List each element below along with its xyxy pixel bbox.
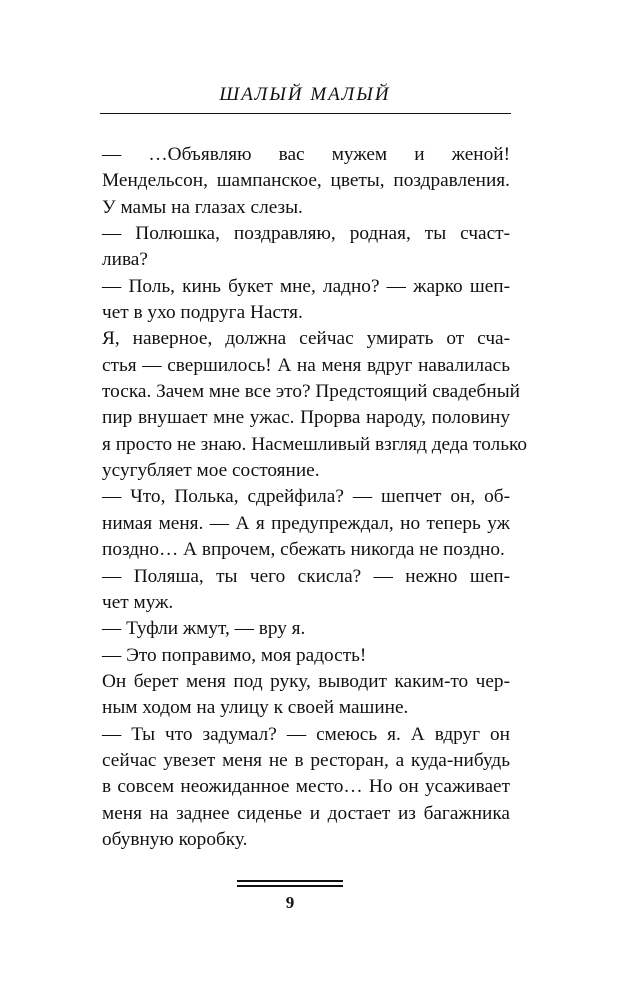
text-line: — Поляша, ты чего скисла? — нежно шеп- bbox=[102, 565, 510, 587]
text-line: — …Объявляю вас мужем и женой! bbox=[102, 144, 510, 165]
text-line: тоска. Зачем мне все это? Предстоящий свадебный bbox=[102, 381, 520, 403]
text-line: ным ходом на улицу к своей машине. bbox=[102, 697, 409, 719]
text-line: в совсем неожиданное место… Но он усаживает bbox=[102, 776, 510, 798]
text-line: — Туфли жмут, — вру я. bbox=[102, 618, 306, 640]
text-line: лива? bbox=[102, 249, 148, 271]
page-number: 9 bbox=[285, 893, 295, 912]
header-rule bbox=[100, 113, 511, 114]
text-line: меня на заднее сиденье и достает из багажника bbox=[102, 802, 510, 824]
text-line: Он берет меня под руку, выводит каким-то чер- bbox=[102, 670, 510, 692]
text-line: У мамы на глазах слезы. bbox=[102, 196, 303, 218]
body-text bbox=[102, 142, 528, 853]
text-line: усугубляет мое состояние. bbox=[102, 460, 320, 482]
text-line: пир внушает мне ужас. Прорва народу, половину bbox=[102, 407, 510, 429]
text-line: — Поль, кинь букет мне, ладно? — жарко шеп- bbox=[102, 275, 510, 297]
text-line: Я, наверное, должна сейчас умирать от сча- bbox=[102, 328, 510, 350]
running-head: ШАЛЫЙ МАЛЫЙ bbox=[219, 84, 391, 105]
footer-rule bbox=[237, 880, 343, 882]
text-line: обувную коробку. bbox=[102, 828, 248, 850]
text-line: нимая меня. — А я предупреждал, но теперь уж bbox=[102, 512, 510, 534]
text-line: — Это поправимо, моя радость! bbox=[102, 644, 367, 666]
text-line: поздно… А впрочем, сбежать никогда не поздно. bbox=[102, 539, 505, 561]
footer-rule bbox=[237, 885, 343, 887]
text-line: я просто не знаю. Насмешливый взгляд деда только bbox=[102, 433, 528, 455]
text-line: — Полюшка, поздравляю, родная, ты счаст- bbox=[102, 223, 510, 245]
text-line: сейчас увезет меня не в ресторан, а куда-нибудь bbox=[102, 749, 510, 771]
text-line: чет в ухо подруга Настя. bbox=[102, 302, 303, 324]
text-line: чет муж. bbox=[102, 591, 174, 613]
text-line: — Что, Полька, сдрейфила? — шепчет он, об- bbox=[102, 486, 510, 508]
text-line: — Ты что задумал? — смеюсь я. А вдруг он bbox=[102, 723, 510, 745]
text-line: Мендельсон, шампанское, цветы, поздравления. bbox=[102, 170, 510, 192]
footer-rules bbox=[237, 880, 343, 887]
text-line: стья — свершилось! А на меня вдруг навалилась bbox=[102, 354, 510, 376]
